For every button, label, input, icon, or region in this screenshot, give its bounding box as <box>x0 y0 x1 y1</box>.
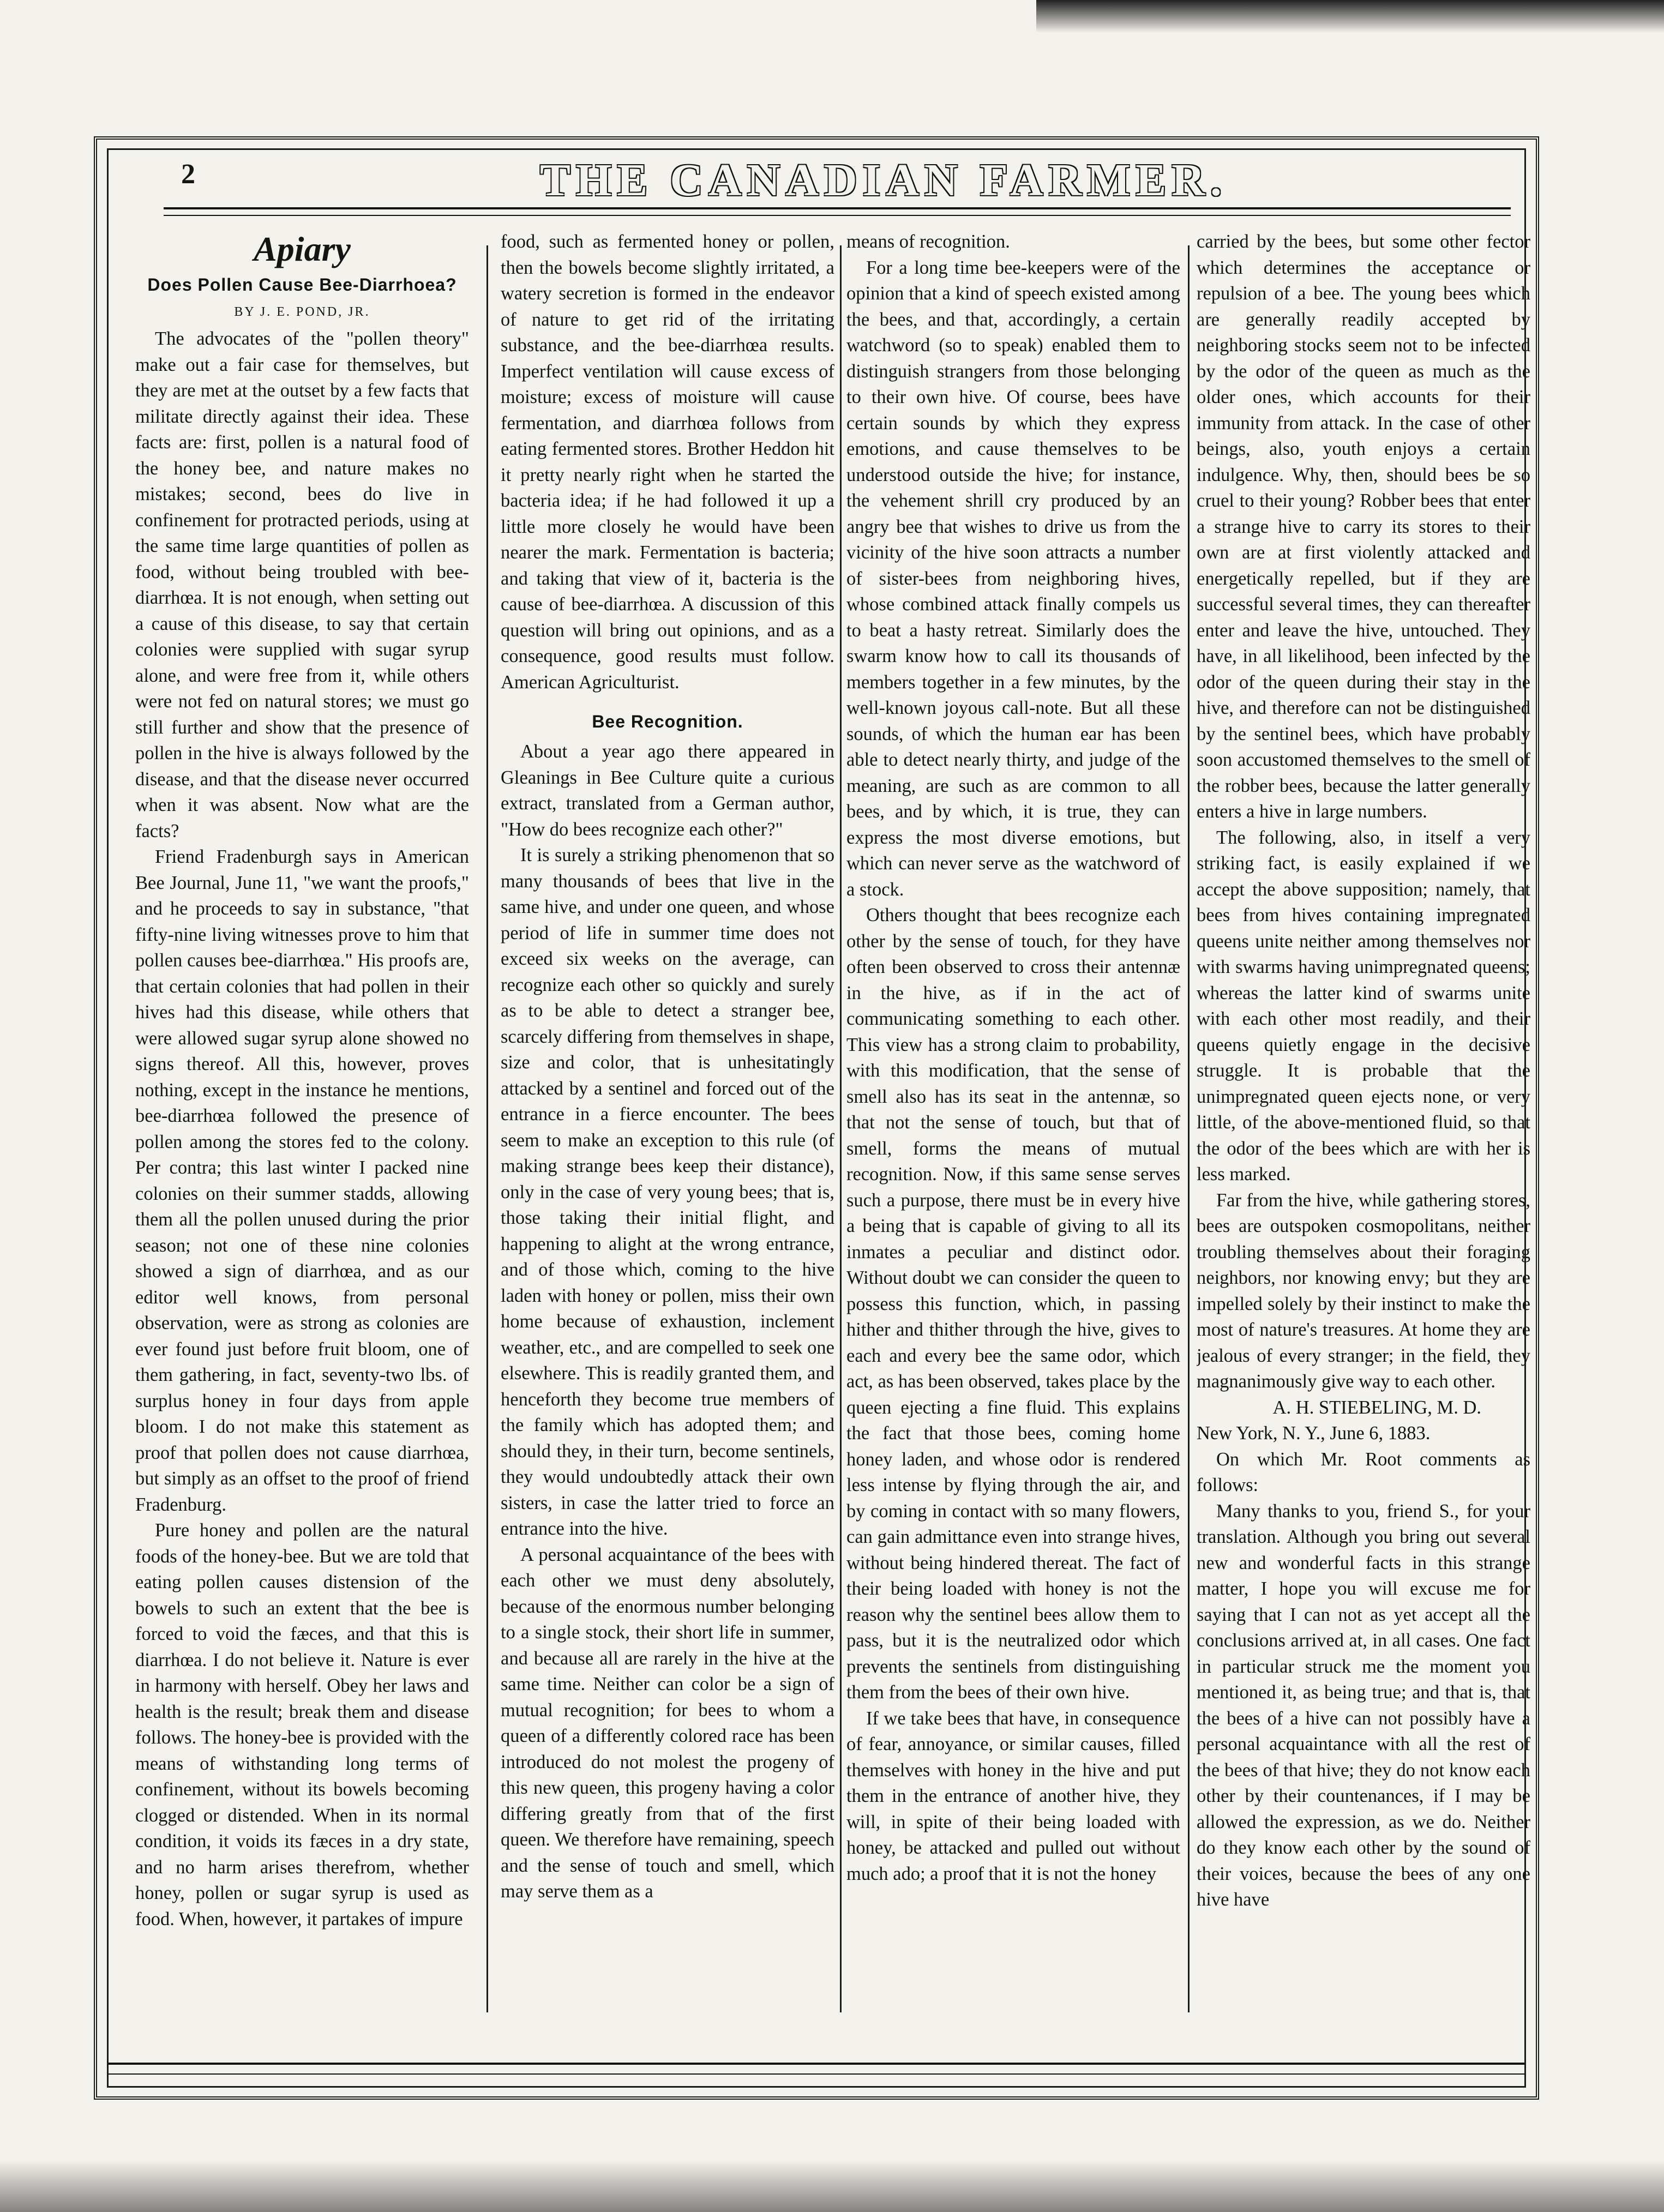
scan-edge-shadow <box>0 2160 1664 2212</box>
paragraph: For a long time bee-keepers were of the opinion that a kind of speech existed among the bees, and that, accordingly, a certain watchword (so to speak) enabled them to distinguish strangers from those belonging to their own hive. Of course, bees have certain sounds by which they express emotions, and cause themselves to be understood outside the hive; for instance, the vehement shrill cry produced by an angry bee that wishes to drive us from the vicinity of the hive soon attracts a number of sister-bees from neighboring hives, whose combined attack finally compels us to beat a hasty retreat. Similarly does the swarm know how to call its thousands of members together in a few minutes, by the well-known joyous call-note. But all these sounds, of which the human ear has been able to detect nearly thirty, and judge of the meaning, are such as are common to all bees, and by which, it is true, they can express the most diverse emotions, but which can never serve as the watchword of a stock. <box>846 257 1180 900</box>
paragraph-continued: food, such as fermented honey or pollen, then the bowels become slightly irritated, a watery secretion is formed in the endeavor of nature to get rid of the irritating substance, and the bee-diarrhœa results. Imperfect ventilation will cause excess of moisture; excess of moisture will cause fermentation, and diarrhœa follows from eating fermented stores. Brother Heddon hit it pretty nearly right when he started the bacteria idea; if he had followed it up a little more closely he would have been nearer the mark. Fermentation is bacteria; and taking that view of it, bacteria is the cause of bee-diarrhœa. A discussion of this question will bring out opinions, and as a consequence, good results must follow. American Agriculturist. <box>501 231 834 693</box>
column-4 <box>1197 229 1530 2029</box>
paragraph: If we take bees that have, in consequence of fear, annoyance, or similar causes, filled themselves with honey in the hive and put them in the entrance of another hive, they will, in spite of their being loaded with honey, be attacked and pulled out without much ado; a proof that it is not the honey <box>846 1708 1180 1884</box>
paragraph: The advocates of the "pollen theory" make out a fair case for themselves, but they are met at the outset by a few facts that militate directly against their idea. These facts are: first, pollen is a natural food of the honey bee, and nature makes no mistakes; second, bees do live in confinement for protracted periods, using at the same time large quantities of pollen as food, without being troubled with bee-diarrhœa. It is not enough, when setting out a cause of this disease, to say that certain colonies were supplied with sugar syrup alone, and were free from it, while others were not fed on natural stores; we must go still further and show that the presence of pollen in the hive is always followed by the disease, and that the disease never occurred when it was absent. Now what are the facts? <box>135 328 469 841</box>
paragraph: Friend Fradenburgh says in American Bee Journal, June 11, "we want the proofs," and he proceeds to say in substance, "that fifty-nine living witnesses prove to him that pollen causes bee-diarrhœa." His proofs are, that certain colonies that had pollen in their hives had this disease, while others that were allowed sugar syrup alone showed no signs thereof. All this, however, proves nothing, except in the instance he mentions, bee-diarrhœa followed the presence of pollen among the stores fed to the colony. Per contra; this last winter I packed nine colonies on their summer stadds, allowing them all the pollen unused during the prior season; not one of these nine colonies showed a sign of diarrhœa, and as our editor well knows, from personal observation, were as strong as colonies are ever found just before fruit bloom, one of them gathering, in fact, seventy-two lbs. of surplus honey in four days from apple bloom. I do not make this statement as proof that pollen does not cause diarrhœa, but simply as an offset to the proof of friend Fradenburg. <box>135 846 469 1515</box>
column-2 <box>501 229 834 2029</box>
paragraph: Many thanks to you, friend S., for your translation. Although you bring out several new and wonderful facts in this strange matter, I hope you will excuse me for saying that I can not as yet accept all the conclusions arrived at, in all cases. One fact in particular struck me the moment you mentioned it, as being true; and that is, that the bees of a hive can not possibly have a personal acquaintance with all the rest of the bees of that hive; they do not know each other by their countenances, if I may be allowed the expression, as we do. Neither do they know each other by the sound of their voices, because the bees of any one hive have <box>1197 1500 1530 1910</box>
paragraph: About a year ago there appeared in Gleanings in Bee Culture quite a curious extract, translated from a German author, "How do bees recognize each other?" <box>501 741 834 840</box>
section-heading: Apiary <box>254 230 351 268</box>
paragraph: Pure honey and pollen are the natural foods of the honey-bee. But we are told that eating pollen causes distension of the bowels to such an extent that the bee is forced to void the fæces, and that this is diarrhœa. I do not believe it. Nature is ever in harmony with herself. Obey her laws and health is the result; break them and disease follows. The honey-bee is provided with the means of withstanding long terms of confinement, without its bowels becoming clogged or distended. When in its normal condition, it voids its fæces in a dry state, and no harm arises therefrom, whether honey, pollen or sugar syrup is used as food. When, however, it partakes of impure <box>135 1520 469 1930</box>
dateline: New York, N. Y., June 6, 1883. <box>1197 1423 1431 1444</box>
paragraph: Others thought that bees recognize each other by the sense of touch, for they have often been observed to cross their antennæ in the hive, as if in the act of communicating something to each other. This view has a strong claim to probability, with this modification, that the sense of smell also has its seat in the antennæ, so that not the sense of touch, but that of smell, forms the means of mutual recognition. Now, if this same sense serves such a purpose, there must be in every hive a being that is capable of giving to all its inmates a peculiar and distinct odor. Without doubt we can consider the queen to possess this function, which, in passing hither and thither through the hive, gives to each and every bee the same odor, which act, as has been observed, takes place by the queen ejecting a fine fluid. This explains the fact that those bees, coming home honey laden, and whose odor is rendered less intense by flying through the air, and by coming in contact with so many flowers, can gain admittance even into strange hives, without being hindered thereat. The fact of their being loaded with honey is not the reason why the sentinel bees allow them to pass, but it is the neutralized odor which prevents the sentinels from distinguishing them from the bees of their own hive. <box>846 905 1180 1703</box>
page-number: 2 <box>181 159 195 190</box>
paragraph-continued: carried by the bees, but some other fector which determines the acceptance or repulsion of a bee. The young bees which are generally readily accepted by neighboring stocks seem not to be infected by the odor of the queen as much as the older ones, which accounts for their immunity from attack. In the case of other beings, also, youth enjoys a certain indulgence. Why, then, should bees be so cruel to their young? Robber bees that enter a strange hive to carry its stores to their own are at first violently attacked and energetically repelled, but if they are successful several times, they can thereafter enter and leave the hive, untouched. They have, in all likelihood, been infected by the odor of the queen during their stay in the hive, and therefore can not be distinguished by the sentinel bees, which have probably soon accustomed themselves to the smell of the robber bees, because the latter generally enters a hive in large numbers. <box>1197 231 1530 822</box>
paragraph-continued: means of recognition. <box>846 231 1010 252</box>
column-3 <box>846 229 1180 2029</box>
masthead-rule <box>164 207 1511 216</box>
column-divider <box>486 245 488 2012</box>
paragraph: Far from the hive, while gathering stores, bees are outspoken cosmopolitans, neither troubling themselves about their foraging neighbors, nor knowing envy; but they are impelled solely by their instinct to make the most of nature's treasures. At home they are jealous of every stranger; in the field, they magnanimously give way to each other. <box>1197 1189 1530 1392</box>
scan-edge-shadow <box>1036 0 1664 33</box>
page-bottom-rule <box>107 2063 1526 2075</box>
byline: BY J. E. POND, JR. <box>234 305 370 319</box>
paragraph: On which Mr. Root comments as follows: <box>1197 1448 1530 1495</box>
paragraph: It is surely a striking phenomenon that so many thousands of bees that live in the same hive, and under one queen, and whose period of life in summer time does not exceed six weeks on the average, can recognize each other so quickly and surely as to be able to detect a stranger bee, scarcely differing from themselves in shape, size and color, that is unhesitatingly attacked by a sentinel and forced out of the entrance in a fierce encounter. The bees seem to make an exception to this rule (of making strange bees keep their distance), only in the case of very young bees; that is, those taking their initial flight, and happening to alight at the wrong entrance, and of those which, coming to the hive laden with honey or pollen, miss their own home because of exhaustion, inclement weather, etc., and are compelled to seek one elsewhere. This is readily granted them, and henceforth they become true members of the family which has adopted them; and should they, in their turn, become sentinels, they would undoubtedly attack their own sisters, in case the latter tried to force an entrance into the hive. <box>501 845 834 1539</box>
paragraph: The following, also, in itself a very striking fact, is easily explained if we accept the above supposition; namely, that bees from hives containing impregnated queens unite neither among themselves nor with swarms having unimpregnated queens; whereas the latter kind of swarms unite with each other most readily, and their queens quietly engage in the decisive struggle. It is probable that the unimpregnated queen ejects none, or very little, of the above-mentioned fluid, so that the odor of the bees which are with her is less marked. <box>1197 827 1530 1185</box>
article-title: Bee Recognition. <box>592 712 743 731</box>
column-1 <box>135 229 469 2029</box>
column-divider <box>840 245 842 2012</box>
column-divider <box>1188 245 1190 2012</box>
masthead-title: THE CANADIAN FARMER. <box>539 155 1228 206</box>
author-signature: A. H. STIEBELING, M. D. <box>1272 1397 1481 1418</box>
paragraph: A personal acquaintance of the bees with each other we must deny absolutely, because of the enormous number belonging to a single stock, their short life in summer, and because all are rarely in the hive at the same time. Neither can color be a sign of mutual recognition; for bees to whom a queen of a differently colored race has been introduced do not molest the progeny of this new queen, this progeny having a color differing greatly from that of the first queen. We therefore have remaining, speech and the sense of touch and smell, which may serve them as a <box>501 1544 834 1902</box>
article-title: Does Pollen Cause Bee-Diarrhoea? <box>147 275 457 294</box>
